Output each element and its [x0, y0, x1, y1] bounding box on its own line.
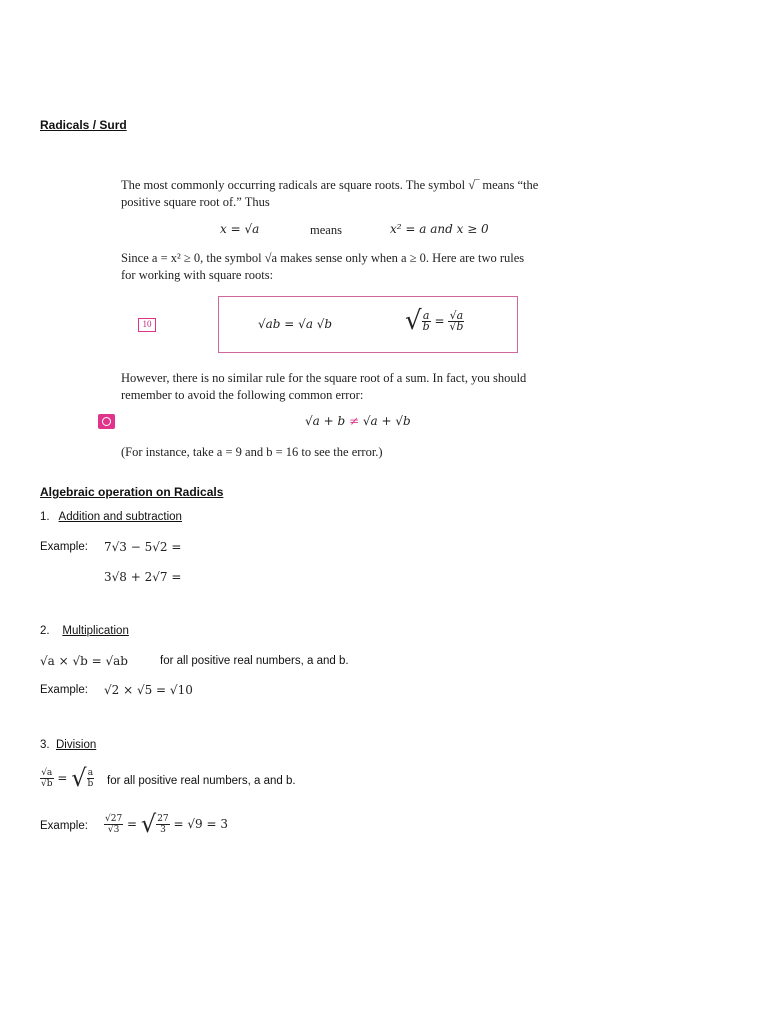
section-3-label: Division: [55, 739, 97, 751]
section-3-example-label: Example:: [40, 820, 88, 832]
warning-icon: [98, 414, 115, 429]
section-1-heading: [40, 511, 182, 523]
definition-right: x² = a and x ≥ 0: [390, 222, 489, 236]
section-3-example-sqrt-numerator: 27: [157, 813, 169, 824]
section-2-rule-text: for all positive real numbers, a and b.: [160, 655, 349, 667]
however-line-2: remember to avoid the following common error:: [121, 388, 364, 402]
section-2-example: √2 × √5 = √10: [104, 683, 193, 697]
however-line-1: However, there is no similar rule for the square root of a sum. In fact, you should: [121, 371, 527, 385]
section-1-example-1: 7√3 − 5√2 =: [104, 540, 182, 554]
section-1-number: 1.: [40, 511, 50, 523]
section-1-label: Addition and subtraction: [58, 511, 182, 523]
algebraic-heading: Algebraic operation on Radicals: [40, 485, 224, 499]
definition-left: x = √a: [220, 222, 260, 236]
quotient-rule: √ $\frac{a}{b}$ = $\frac{√a}{√b}$: [405, 306, 464, 336]
section-3-example-sqrt-denominator: 3: [160, 824, 166, 835]
section-3-heading: [40, 739, 96, 751]
quotient-rule-numerator: a: [422, 308, 430, 322]
definition-means: means: [310, 223, 342, 237]
intro-line-1: The most commonly occurring radicals are square roots. The symbol √‾ means “the: [121, 178, 539, 192]
section-2-heading: [40, 625, 129, 637]
section-3-example: $\frac{√27}{√3}$ = √ $\frac{27}{3}$ = √9 = 3: [105, 810, 228, 838]
common-error-right: √a + √b: [362, 414, 411, 428]
section-3-rule-equals: =: [57, 771, 68, 785]
since-line-2: for working with square roots:: [121, 268, 274, 282]
common-error-left: √a + b: [305, 414, 346, 428]
page-title: Radicals / Surd: [40, 118, 127, 132]
section-3-rule-text: for all positive real numbers, a and b.: [107, 775, 296, 787]
quotient-rule-sqrt-denominator: √b: [449, 319, 464, 333]
section-3-rule-denominator: √b: [41, 778, 53, 789]
section-2-rule: √a × √b = √ab: [40, 654, 128, 668]
intro-line-2: positive square root of.” Thus: [121, 195, 270, 209]
section-3-example-numerator: √27: [105, 813, 123, 824]
section-3-example-result: = √9 = 3: [173, 817, 228, 831]
section-2-number: 2.: [40, 625, 50, 637]
section-1-example-2: 3√8 + 2√7 =: [104, 570, 182, 584]
section-3-example-denominator: √3: [107, 824, 120, 835]
section-3-rule-sqrt-numerator: a: [87, 767, 94, 778]
section-3-rule-numerator: √a: [41, 767, 53, 778]
quotient-rule-sqrt-numerator: √a: [449, 308, 464, 322]
section-2-example-label: Example:: [40, 684, 88, 696]
quotient-rule-denominator: b: [422, 319, 430, 333]
section-1-example-label: Example:: [40, 541, 88, 553]
rule-number-tag: 10: [138, 318, 156, 332]
section-3-rule-sqrt-denominator: b: [87, 778, 94, 789]
instance-note: (For instance, take a = 9 and b = 16 to see the error.): [121, 445, 383, 459]
not-equal-sign: ≠: [349, 414, 360, 428]
section-2-label: Multiplication: [62, 625, 129, 637]
section-3-rule: $\frac{√a}{√b}$ = √ $\frac{a}{b}$: [41, 764, 94, 792]
since-line-1: Since a = x² ≥ 0, the symbol √a makes sense only when a ≥ 0. Here are two rules: [121, 251, 525, 265]
common-error: [305, 414, 411, 428]
section-3-number: 3.: [40, 739, 50, 751]
section-3-example-equals: =: [127, 817, 138, 831]
product-rule: √ab = √a √b: [258, 317, 333, 331]
